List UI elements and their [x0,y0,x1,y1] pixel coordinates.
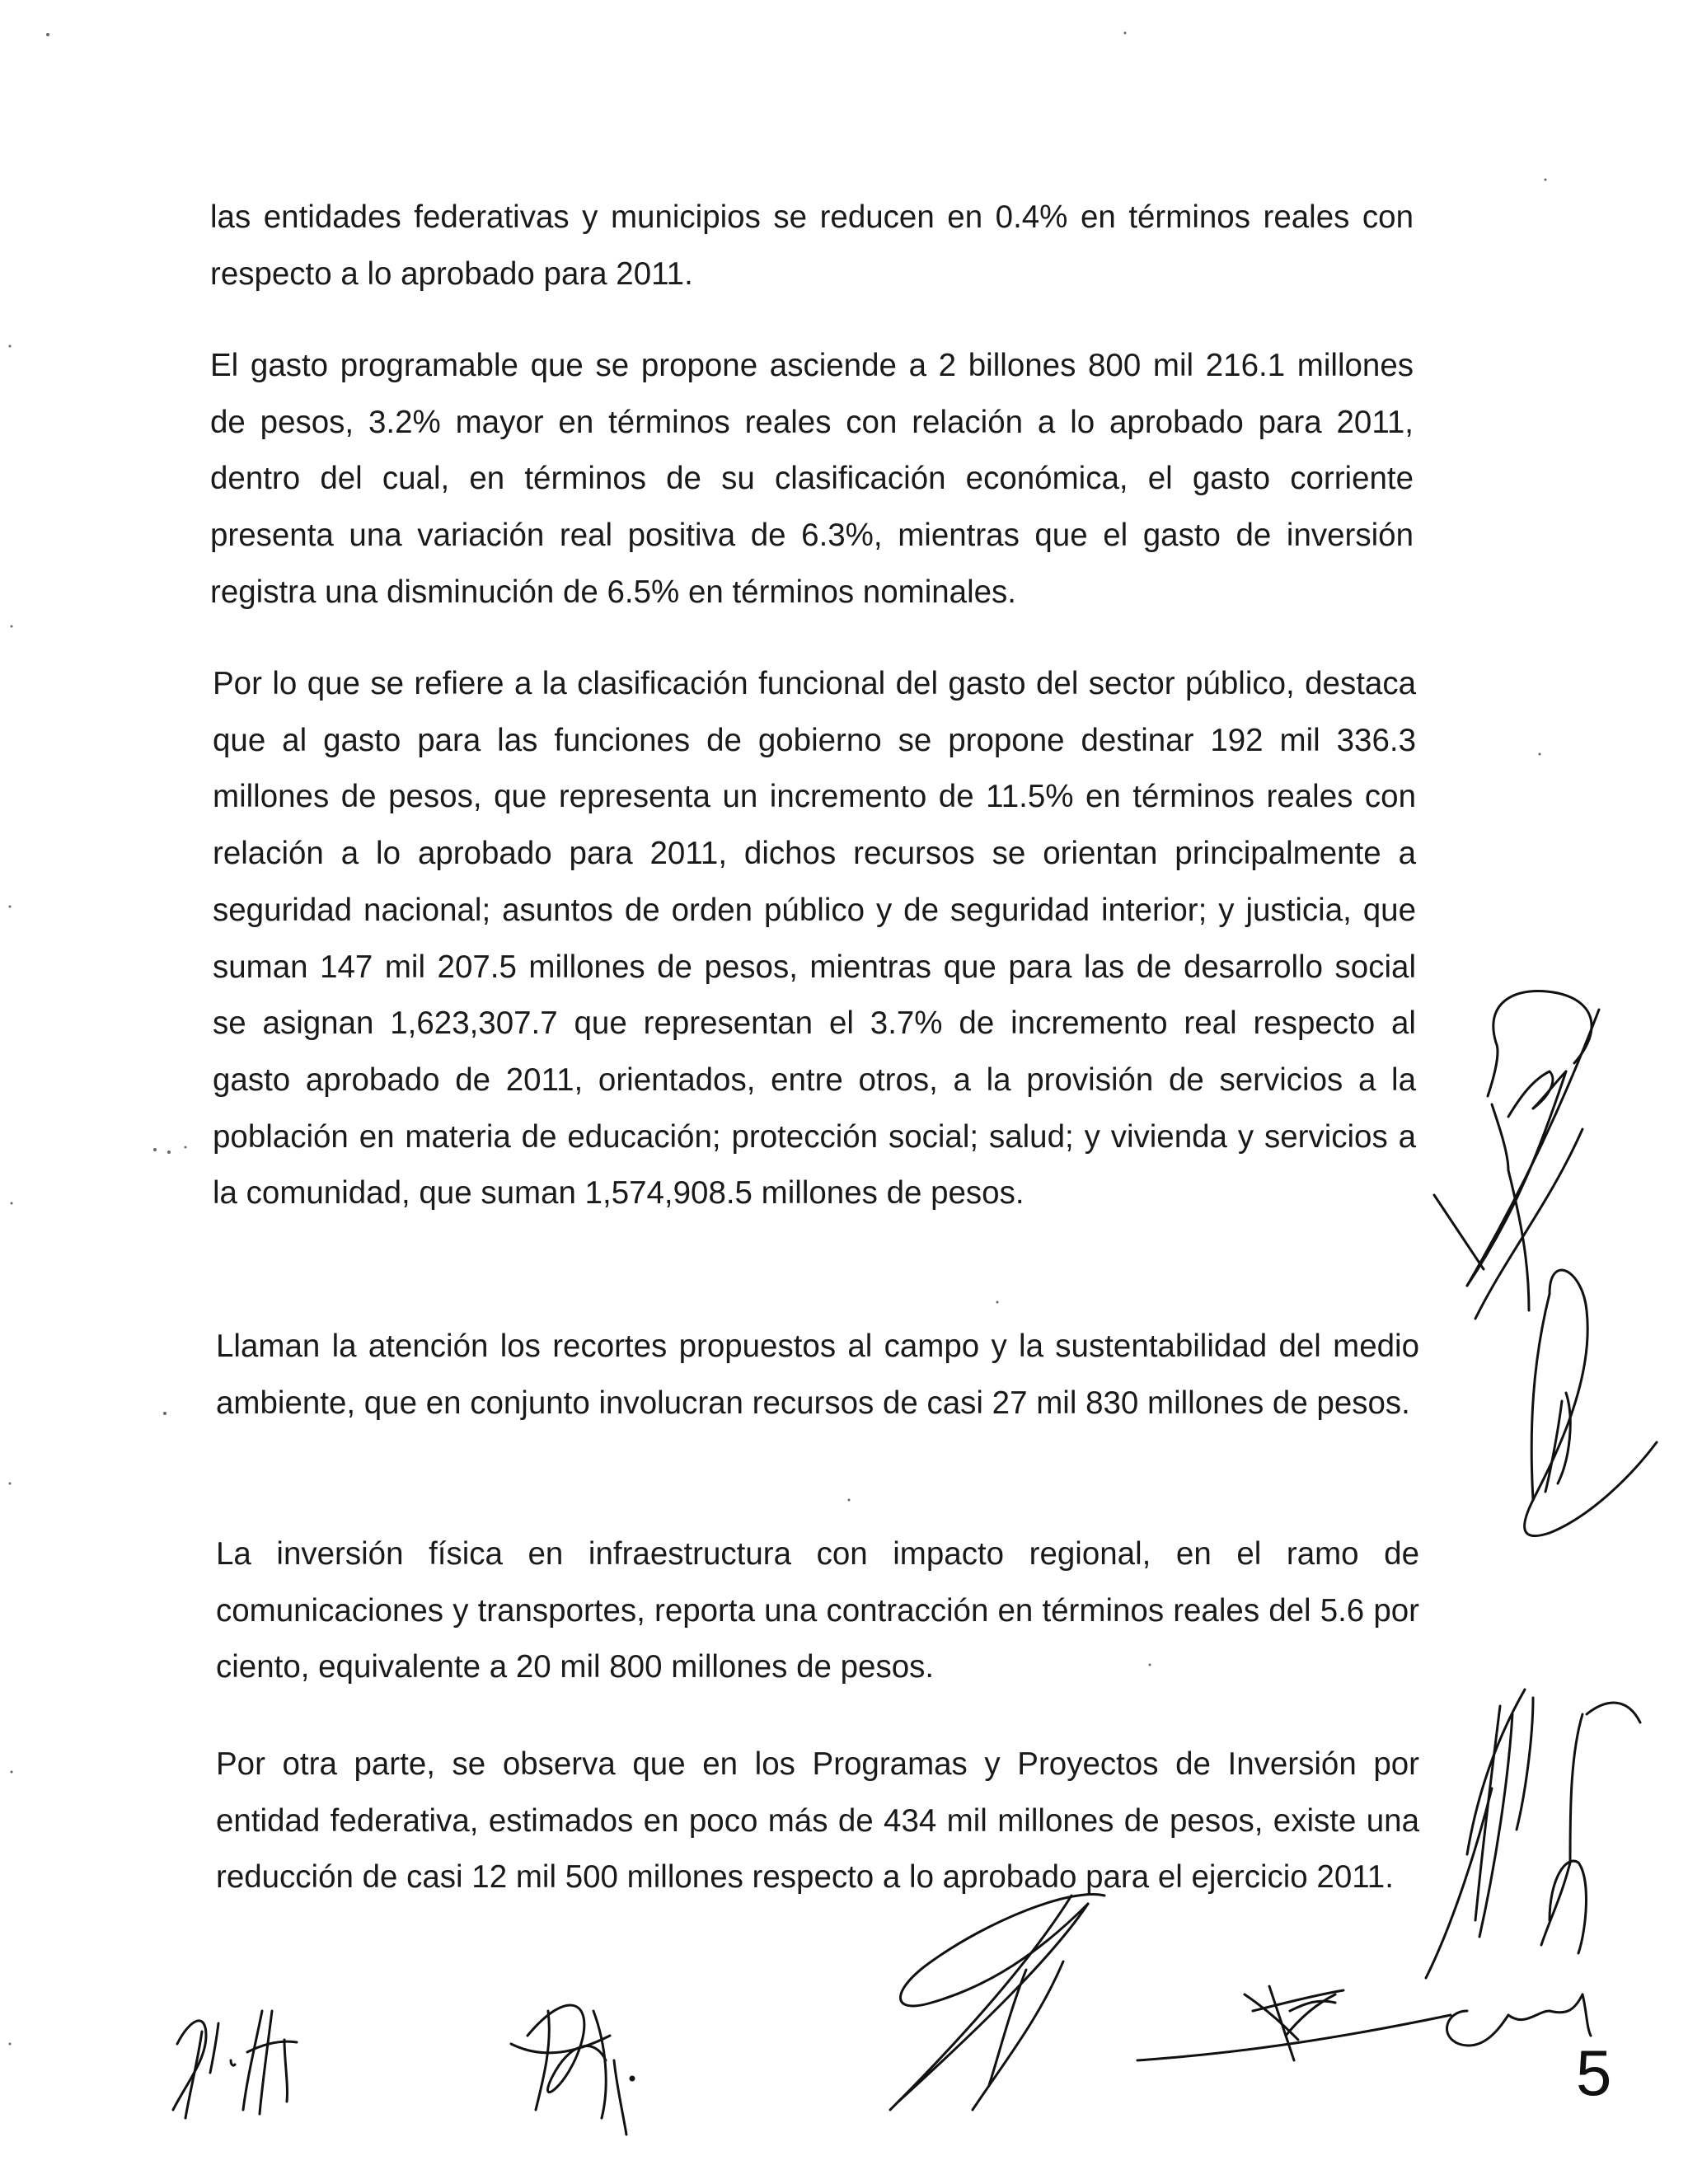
page-number: 5 [1576,2036,1612,2109]
paragraph-5: La inversión física en infraestructura con impacto regional, en el ramo de comunicaciones y transportes, reporta una contracción en términos reales del 5.6 por ciento, equivalente a 20 mil 800 millones de pesos. [216,1536,1419,1685]
signature-right-loop [1525,1270,1657,1536]
signature-bottom-3 [890,1894,1104,2110]
signature-bottom-1 [173,2011,297,2118]
paragraph-1: las entidades federativas y municipios se reducen en 0.4% en términos reales con respecto a lo aprobado para 2011. [210,199,1414,292]
paragraph-6: Por otra parte, se observa que en los Programas y Proyectos de Inversión por entidad federativa, estimados en poco más de 434 mil millones de pesos, existe una reducción de casi 12 mil 500 millones respecto a lo aprobado para el ejercicio 2011. [216,1746,1419,1896]
signature-bottom-5 [1447,1994,1591,2046]
paragraph-3: Por lo que se refiere a la clasificación funcional del gasto del sector público, destaca que al gasto para las funciones de gobierno se propone destinar 192 mil 336.3 millones de pesos, que representa un incremento de 11.5% en términos reales con relación a lo aprobado para 2011, dichos recursos se orientan principalmente a seguridad nacional; asuntos de orden público y de seguridad interior; y justicia, que suman 147 mil 207.5 millones de pesos, mientras que para las de desarrollo social se asignan 1,623,307.7 que representan el 3.7% de incremento real respecto al gasto aprobado de 2011, orientados, entre otros, a la provisión de servicios a la población en materia de educación; protección social; salud; y vivienda y servicios a la comunidad, que suman 1,574,908.5 millones de pesos. [213,666,1416,1212]
signature-right-upper [1434,991,1599,1319]
paragraph-2: El gasto programable que se propone asciende a 2 billones 800 mil 216.1 millones de pesos, 3.2% mayor en términos reales con relación a lo aprobado para 2011, dentro del cual, en términos de su clasificación económica, el gasto corriente presenta una variación real positiva de 6.3%, mientras que el gasto de inversión registra una disminución de 6.5% en términos nominales. [210,348,1414,610]
signature-bottom-2 [511,2005,634,2135]
signature-bottom-4 [1137,1986,1451,2060]
signature-right-lower [1426,1690,1640,1978]
paragraph-4: Llaman la atención los recortes propuestos al campo y la sustentabilidad del medio ambiente, que en conjunto involucran recursos de casi 27 mil 830 millones de pesos. [216,1329,1419,1421]
